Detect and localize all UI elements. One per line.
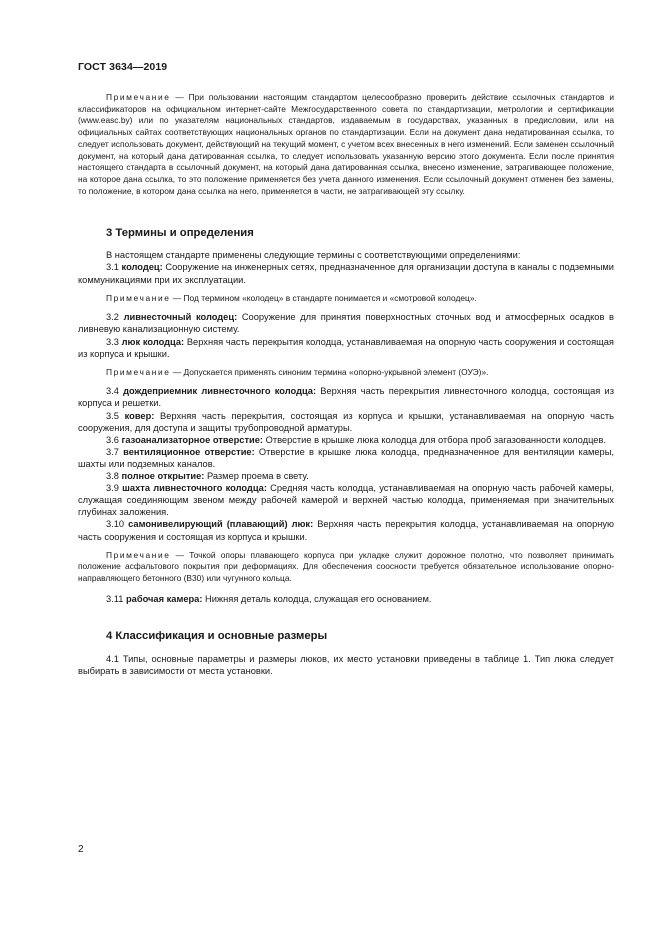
note-text: — Под термином «колодец» в стандарте понимается и «смотровой колодец». <box>170 292 477 303</box>
term-name: газоанализаторное отверстие: <box>121 434 263 445</box>
note-label: Примечание <box>106 292 171 303</box>
reference-note <box>78 92 614 197</box>
term-number: 3.2 <box>106 312 119 323</box>
note-3-10 <box>78 550 614 585</box>
term-3-6 <box>78 434 614 446</box>
term-name: вентиляционное отверстие: <box>123 446 255 457</box>
term-definition: Сооружение для принятия поверхностных сточных вод и атмосферных осадков в ливневую канализационную систему. <box>78 312 614 335</box>
term-number: 3.6 <box>106 434 119 445</box>
term-name: полное открытие: <box>121 471 205 482</box>
term-definition: Нижняя деталь колодца, служащая его основанием. <box>202 593 432 604</box>
term-number: 3.10 <box>106 519 125 530</box>
term-3-10 <box>78 518 614 542</box>
term-3-3 <box>78 336 614 360</box>
term-3-2 <box>78 311 614 335</box>
term-3-7 <box>78 446 614 470</box>
term-number: 3.9 <box>106 483 119 494</box>
section-3-intro: В настоящем стандарте применены следующие термины с соответствующими определениями: <box>106 250 521 261</box>
term-name: дождеприемник ливнесточного колодца: <box>123 386 317 397</box>
note-label: Примечание <box>106 366 171 377</box>
note-text: — Допускается применять синоним термина «опорно-укрывной элемент (ОУЭ)». <box>170 366 489 377</box>
term-name: ливнесточный колодец: <box>123 312 238 323</box>
term-definition: Средняя часть колодца, устанавливаемая на опорную часть рабочей камеры, служащая соединяющим звеном между рабочей камерой и верхней частью колодца, применяемая при значительных глубинах заложения. <box>78 483 614 518</box>
term-definition: Размер проема в свету. <box>204 471 309 482</box>
term-number: 3.3 <box>106 336 119 347</box>
note-label: Примечание <box>106 549 171 560</box>
term-number: 3.11 <box>106 593 124 604</box>
section-4-title: 4 Классификация и основные размеры <box>106 629 328 642</box>
note-3-3 <box>78 367 614 379</box>
term-definition: Верхняя часть перекрытия ливнесточного колодца, состоящая из корпуса и решетки. <box>78 386 614 409</box>
term-name: колодец: <box>121 262 163 273</box>
term-number: 3.5 <box>106 410 119 421</box>
term-3-1 <box>78 261 614 285</box>
term-3-11 <box>78 593 614 605</box>
note-text: — Точкой опоры плавающего корпуса при укладке служит дорожное полотно, что позволяет принимать положение асфальтового покрытия при деформациях. Для обеспечения соосности требуется обязательное использование опорно-направляющего бетонного (В30) или чугунного кольца. <box>78 549 614 584</box>
term-name: люк колодца: <box>121 336 185 347</box>
term-definition: Верхняя часть перекрытия колодца, устанавливаемая на опорную часть сооружения и состоящая из корпуса и крышки. <box>78 519 615 542</box>
section-3-title: 3 Термины и определения <box>106 227 254 240</box>
term-name: ковер: <box>124 410 155 421</box>
note-text: — При пользовании настоящим стандартом целесообразно проверить действие ссылочных стандартов и классификаторов на официальном интернет-сайте Межгосударственного совета по стандартизации, метрологии и сертификации (www.easc.by) или по указателям национальных стандартов, издаваемым в государствах, указанных в предисловии, или на официальных сайтах соответствующих национальных органов по стандартизации. Если на документ дана недатированная ссылка, то следует использовать документ, действующий на текущий момент, с учетом всех внесенных в него изменений. Если заменен ссылочный документ, на который дана датированная ссылка, то следует использовать указанную версию этого документа. Если после принятия настоящего стандарта в ссылочный документ, на который дана датированная ссылка, внесено изменение, затрагивающее положение, на которое дана ссылка, то это положение применяется без учета данного изменения. Если ссылочный документ отменен без замены, то положение, в котором дана ссылка на него, применяется в части, не затрагивающей эту ссылку. <box>78 92 614 196</box>
term-number: 3.7 <box>106 446 119 457</box>
term-name: самонивелирующий (плавающий) люк: <box>128 519 314 530</box>
term-3-9 <box>78 482 614 518</box>
term-name: рабочая камера: <box>126 593 203 604</box>
term-number: 3.8 <box>106 471 119 482</box>
document-header: ГОСТ 3634—2019 <box>78 61 168 73</box>
page-number: 2 <box>78 844 84 855</box>
note-label: Примечание <box>106 92 171 102</box>
term-definition: Верхняя часть перекрытия, состоящая из корпуса и крышки, устанавливаемая на опорную часть сооружения, для доступа и защиты трубопроводной арматуры. <box>78 410 614 433</box>
note-3-1 <box>78 293 614 305</box>
section-4-paragraph: 4.1 Типы, основные параметры и размеры люков, их место установки приведены в таблице 1. Тип люка следует выбирать в зависимости от места установки. <box>78 653 614 676</box>
term-name: шахта ливнесточного колодца: <box>122 483 267 494</box>
term-3-8 <box>78 470 614 482</box>
term-definition: Сооружение на инженерных сетях, предназначенное для организации доступа в каналы с подземными коммуникациями при их эксплуатации. <box>78 262 614 285</box>
term-3-5 <box>78 410 614 434</box>
term-definition: Отверстие в крышке люка колодца, предназначенное для вентиляции камеры, шахты или подземных каналов. <box>78 446 614 469</box>
term-3-4 <box>78 385 614 409</box>
term-number: 3.4 <box>106 386 119 397</box>
term-definition: Верхняя часть перекрытия колодца, устанавливаемая на опорную часть сооружения и состоящая из корпуса и крышки. <box>78 336 614 359</box>
term-number: 3.1 <box>106 262 119 273</box>
page-content <box>78 92 614 677</box>
term-definition: Отверстие в крышке люка колодца для отбора проб загазованности колодцев. <box>263 434 606 445</box>
